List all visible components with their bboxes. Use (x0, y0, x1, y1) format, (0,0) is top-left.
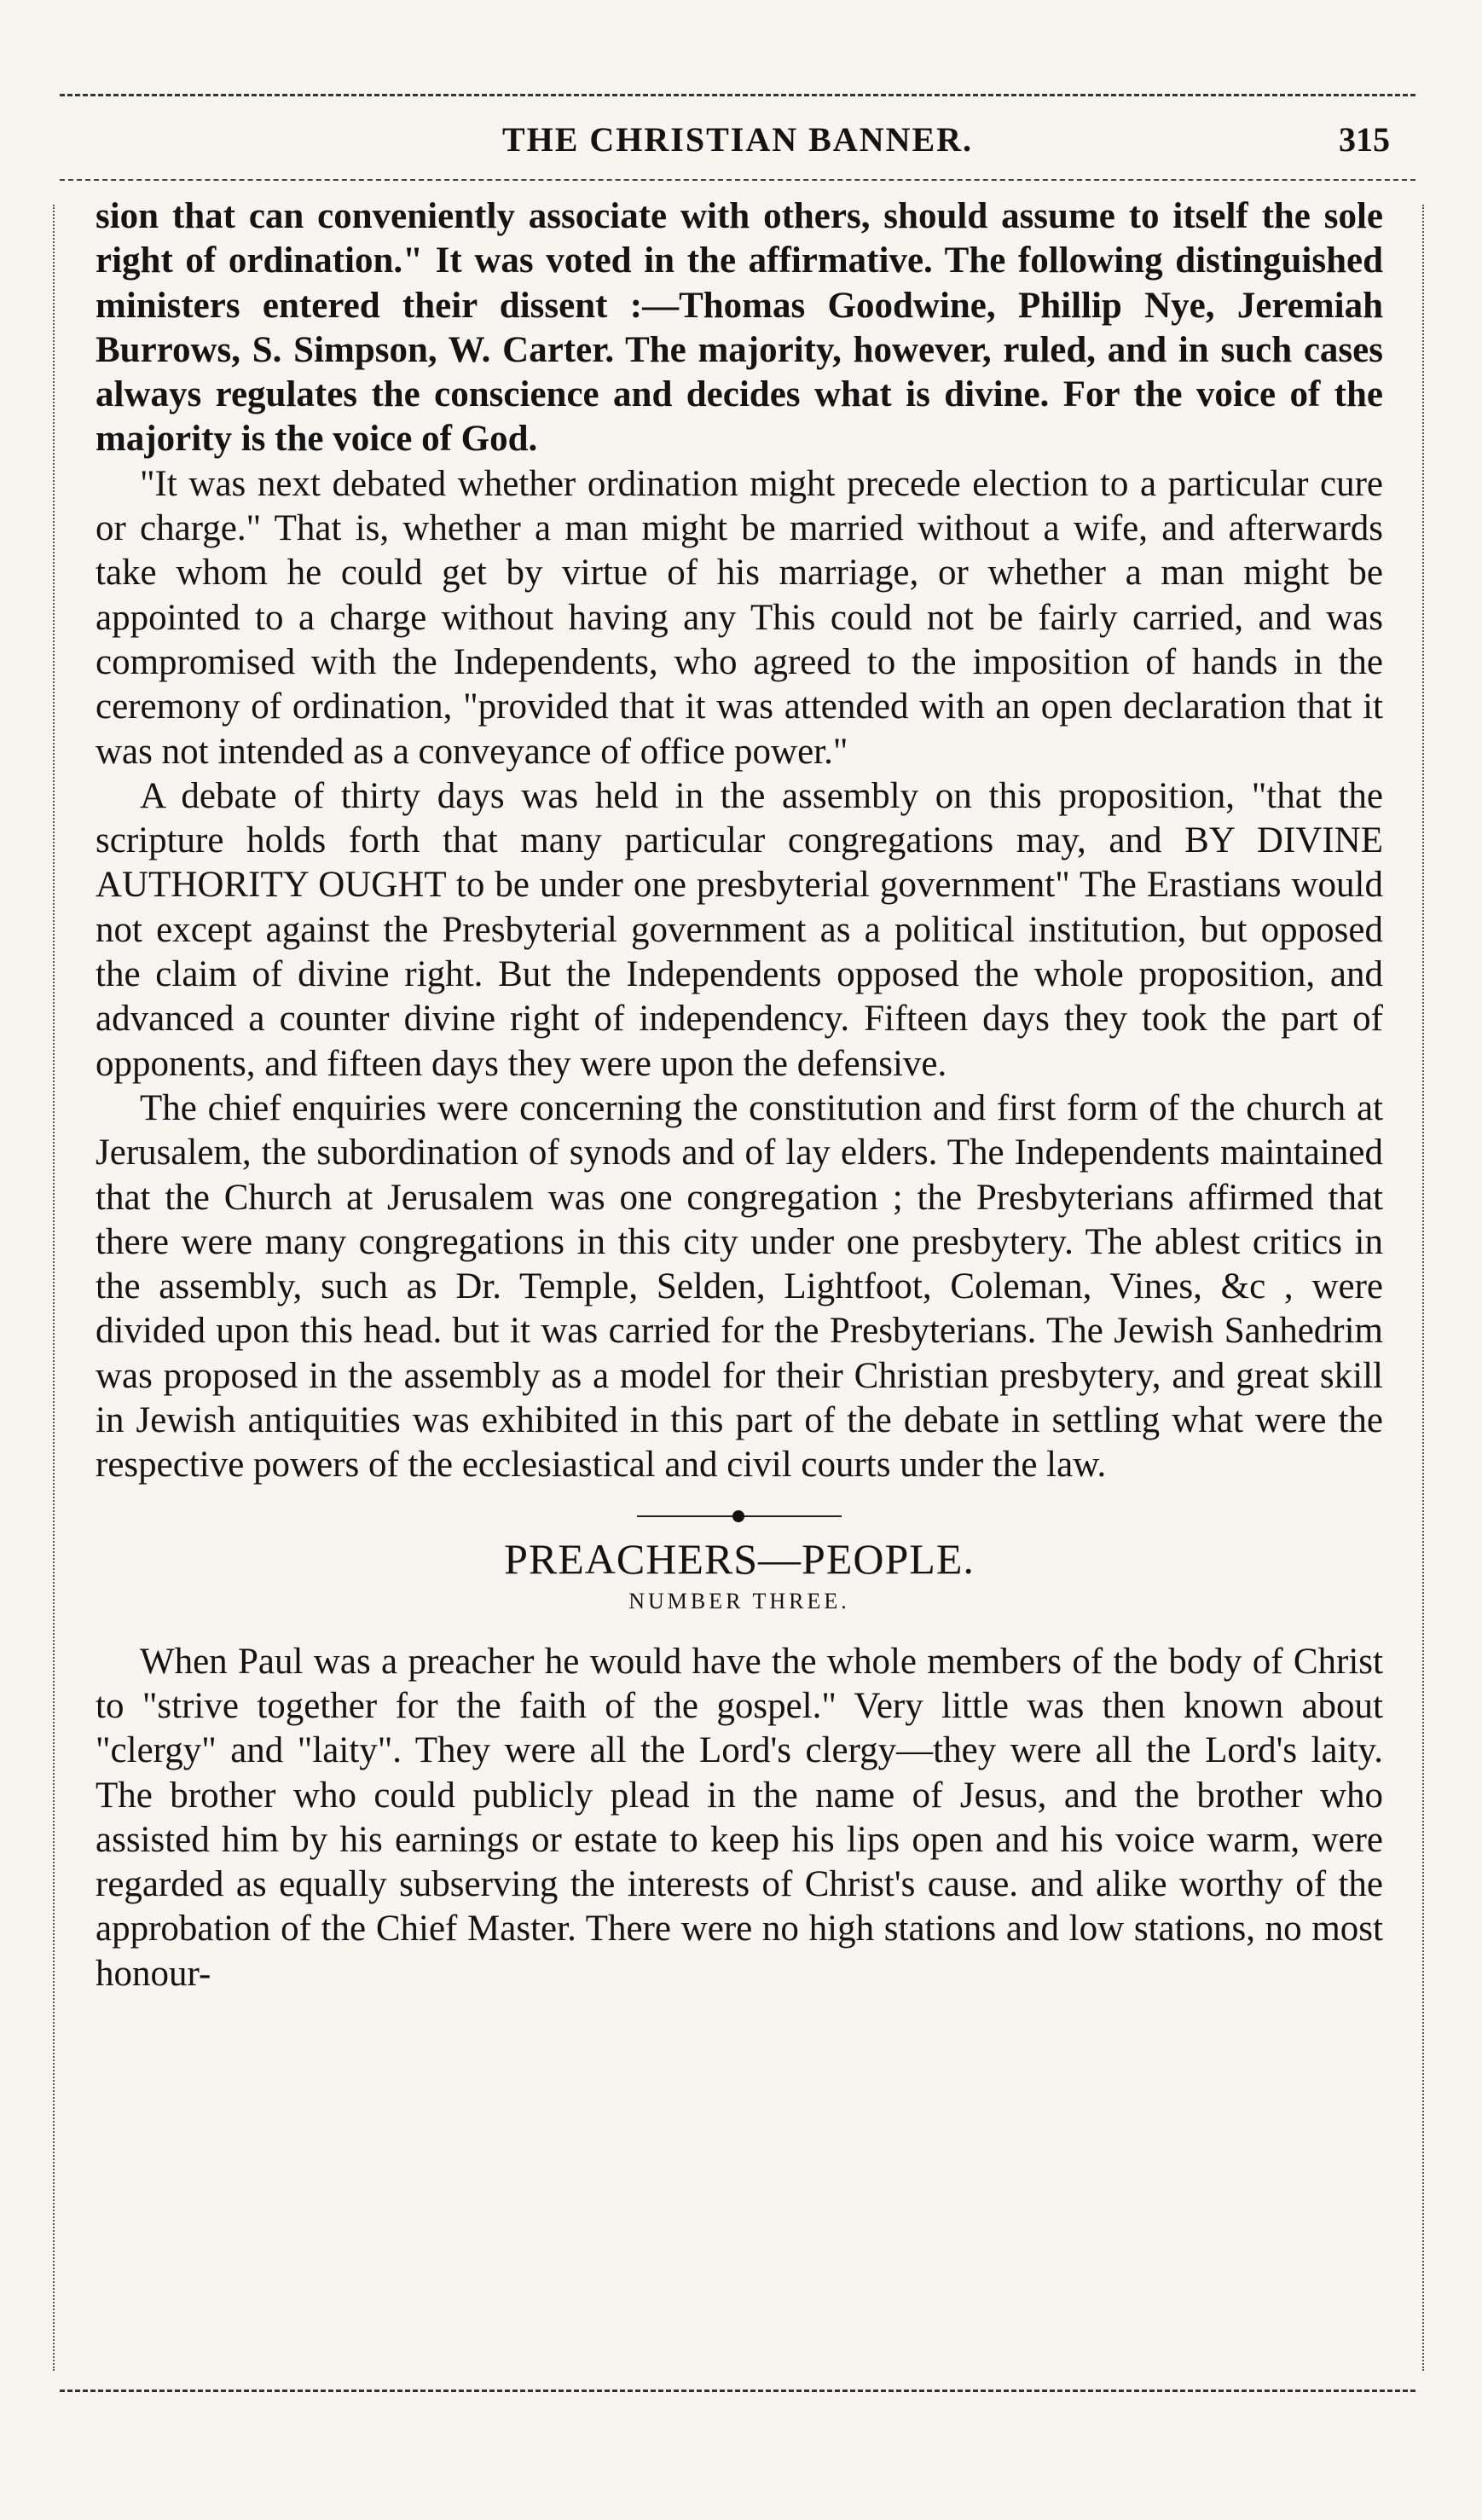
article-subtitle: NUMBER THREE. (628, 1588, 850, 1613)
running-head (60, 111, 1415, 171)
paragraph: A debate of thirty days was held in the assembly on this proposition, "that the scripture holds forth that many particular congregations may, and BY DIVINE AUTHORITY OUGHT to be under one presbyterial government" The Erastians would not except against the Presbyterial government as a political institution, but opposed the claim of divine right. But the Independents opposed the whole proposition, and advanced a counter divine right of independency. Fifteen days they took the part of opponents, and fifteen days they were upon the defensive. (96, 775, 1383, 1084)
paragraph: When Paul was a preacher he would have the whole members of the body of Christ to "strive together for the faith of the gospel." Very little was then known about "clergy" and "laity". They were all the Lord's clergy—they were all the Lord's laity. The brother who could publicly plead in the name of Jesus, and the brother who assisted him by his earnings or estate to keep his lips open and his voice warm, were regarded as equally subserving the interests of Christ's cause. and alike worthy of the approbation of the Chief Master. There were no high stations and low stations, no most honour- (96, 1641, 1383, 1994)
page (60, 77, 1415, 2465)
header-rule (60, 179, 1415, 181)
paragraph: "It was next debated whether ordination might precede election to a particular cure or charge." That is, whether a man might be married without a wife, and afterwards take whom he could get by virtue of his marriage, or whether a man might be appointed to a charge without having any This could not be fairly carried, and was compromised with the Independents, who agreed to the imposition of hands in the ceremony of ordination, "provided that it was attended with an open declaration that it was not intended as a conveyance of office power." (96, 463, 1383, 772)
running-title: THE CHRISTIAN BANNER. (501, 120, 974, 159)
page-number: 315 (1339, 120, 1390, 159)
bottom-rule (60, 2390, 1415, 2392)
section-divider (637, 1514, 842, 1519)
paragraph: sion that can conveniently associate with others, should assume to itself the sole right of ordination." It was voted in the affirmative. The following distinguished ministers entered their dissent :—Thomas Goodwine, Phillip Nye, Jeremiah Burrows, S. Simpson, W. Carter. The majority, however, ruled, and in such cases always regulates the conscience and decides what is divine. For the voice of the majority is the voice of God. (96, 196, 1383, 460)
right-margin-rule (1422, 205, 1424, 2371)
article-title: PREACHERS—PEOPLE. (504, 1534, 975, 1583)
left-margin-rule (53, 205, 55, 2371)
paragraph: The chief enquiries were concerning the constitution and first form of the church at Jerusalem, the subordination of synods and of lay elders. The Independents maintained that the Church at Jerusalem was one congregation ; the Presbyterians affirmed that there were many congregations in this city under one presbytery. The ablest critics in the assembly, such as Dr. Temple, Selden, Lightfoot, Coleman, Vines, &c , were divided upon this head. but it was carried for the Presbyterians. The Jewish Sanhedrim was proposed in the assembly as a model for their Christian presbytery, and great skill in Jewish antiquities was exhibited in this part of the debate in settling what were the respective powers of the ecclesiastical and civil courts under the law. (96, 1087, 1383, 1486)
top-rule (60, 94, 1415, 96)
text-column (96, 194, 1383, 1996)
